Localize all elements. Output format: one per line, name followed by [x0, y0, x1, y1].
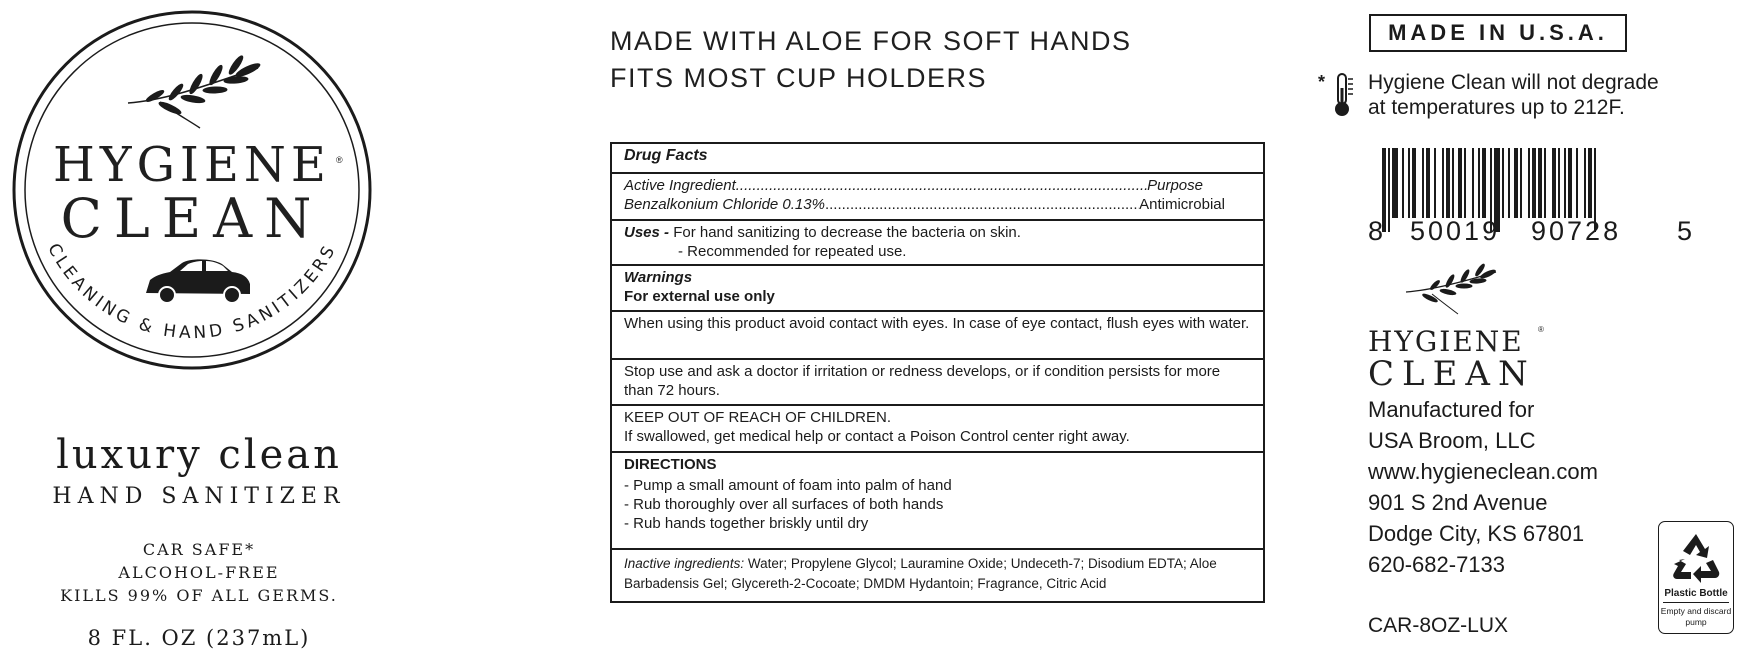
barcode-bar: [1392, 148, 1398, 218]
manufacturer-line: Manufactured for: [1368, 397, 1535, 422]
brand-name-line1: HYGIENE: [53, 137, 331, 193]
warnings-title: Warnings: [624, 269, 693, 286]
barcode-bar: [1464, 148, 1466, 218]
leaf-sprig-icon: [1402, 262, 1500, 320]
leaf-sprig-icon: [128, 54, 261, 128]
barcode-digit-system: 8: [1368, 216, 1387, 246]
stop-use-section: [612, 360, 1263, 406]
active-ingredient-label: Active Ingredient: [624, 177, 736, 194]
keep-out-title: KEEP OUT OF REACH OF CHILDREN.: [624, 409, 891, 426]
back-brand-name-line1: HYGIENE: [1368, 325, 1524, 358]
manufacturer-website: www.hygieneclean.com: [1368, 459, 1598, 484]
barcode-bar: [1552, 148, 1556, 218]
when-using-section: [612, 312, 1263, 360]
barcode-digit-check: 5: [1677, 216, 1696, 246]
drug-facts-title: Drug Facts: [624, 147, 708, 164]
temperature-note-text: Hygiene Clean will not degrade at temperatures up to 212F.: [1368, 71, 1659, 119]
made-in-usa-badge: MADE IN U.S.A.: [1369, 14, 1627, 52]
barcode-bar: [1434, 148, 1436, 218]
barcode-bar: [1514, 148, 1518, 218]
directions-title: DIRECTIONS: [624, 456, 717, 473]
barcode-bar: [1532, 148, 1536, 218]
direction-step: - Rub hands together briskly until dry: [624, 515, 869, 532]
inactive-ingredients-text: Water; Propylene Glycol; Lauramine Oxide; Undeceth-7; Disodium EDTA; Aloe Barbadensis Gel; Glycereth-2-Cocoate; DMDM Hydantoin; Fragrance, Citric Acid: [624, 556, 1217, 591]
direction-step: - Rub thoroughly over all surfaces of both hands: [624, 496, 944, 513]
product-name: luxury clean: [56, 432, 342, 478]
barcode-bar: [1472, 148, 1474, 218]
warnings-section: [612, 266, 1263, 312]
keep-out-section: [612, 406, 1263, 453]
barcode-bar: [1538, 148, 1542, 218]
barcode-bar: [1508, 148, 1510, 218]
uses-text-2: - Recommended for repeated use.: [678, 243, 907, 260]
trademark-symbol: ®: [336, 155, 343, 165]
barcode-bar: [1588, 148, 1592, 218]
manufacturer-city: Dodge City, KS 67801: [1368, 521, 1585, 546]
when-using-text: When using this product avoid contact with eyes. In case of eye contact, flush eyes with water.: [624, 315, 1250, 332]
barcode-bar: [1388, 148, 1390, 232]
asterisk-mark: *: [1318, 72, 1326, 92]
uses-section: [612, 221, 1263, 266]
barcode-bar: [1446, 148, 1450, 218]
barcode-bar: [1478, 148, 1480, 218]
barcode-bar: [1576, 148, 1578, 218]
active-ingredient-section: [612, 174, 1263, 221]
recycle-badge: [1658, 521, 1734, 634]
manufacturer-info: [1368, 394, 1598, 580]
drug-facts-title-section: [612, 144, 1263, 174]
recycle-icon: [1671, 530, 1721, 584]
claim-alcohol-free: ALCOHOL-FREE: [118, 563, 280, 582]
stop-use-text: Stop use and ask a doctor if irritation or redness develops, or if condition persists for more than 72 hours.: [624, 363, 1221, 399]
uses-label: Uses -: [624, 224, 670, 241]
thermometer-icon: [1330, 72, 1356, 118]
barcode-bar: [1558, 148, 1560, 218]
barcode-bar: [1528, 148, 1530, 218]
barcode-bar: [1402, 148, 1404, 218]
purpose-label: Purpose: [1147, 177, 1203, 194]
back-trademark-symbol: ®: [1538, 325, 1544, 334]
barcode-bar: [1520, 148, 1522, 218]
claim-kills-germs: KILLS 99% OF ALL GERMS.: [60, 586, 338, 605]
claim-car-safe: CAR SAFE*: [142, 540, 256, 559]
keep-out-text: If swallowed, get medical help or contact a Poison Control center right away.: [624, 428, 1130, 445]
barcode-bar: [1544, 148, 1546, 218]
divider: [1663, 602, 1729, 603]
manufacturer-company: USA Broom, LLC: [1368, 428, 1536, 453]
barcode-bar: [1442, 148, 1444, 218]
purpose-value: Antimicrobial: [1139, 196, 1225, 213]
inactive-ingredients-label: Inactive ingredients:: [624, 556, 745, 571]
recycle-label: Plastic Bottle: [1664, 588, 1728, 599]
directions-section: [612, 453, 1263, 550]
manufacturer-phone: 620-682-7133: [1368, 552, 1506, 577]
barcode-bar: [1564, 148, 1566, 218]
seal-arc-text: CLEANING & HAND SANITIZERS: [43, 240, 341, 344]
car-icon: [146, 259, 250, 303]
active-ingredient-value: Benzalkonium Chloride 0.13%: [624, 196, 825, 213]
back-brand-name-line2: CLEAN: [1368, 354, 1536, 394]
product-type: HAND SANITIZER: [52, 484, 346, 509]
brand-name-line2: CLEAN: [60, 187, 324, 250]
barcode-bar: [1422, 148, 1424, 218]
product-code: CAR-8OZ-LUX: [1368, 614, 1509, 637]
barcode-bar: [1568, 148, 1572, 218]
inactive-ingredients-section: [612, 550, 1263, 597]
barcode-bar: [1482, 148, 1486, 218]
warnings-subtitle: For external use only: [624, 288, 775, 305]
uses-text-1: For hand sanitizing to decrease the bacteria on skin.: [673, 224, 1021, 241]
headline-aloe: MADE WITH ALOE FOR SOFT HANDS: [610, 26, 1132, 56]
barcode-bar: [1426, 148, 1430, 218]
barcode-bar: [1408, 148, 1410, 218]
barcode-bar: [1584, 148, 1586, 218]
barcode-bar: [1452, 148, 1454, 218]
barcode-digits-right: 90728: [1531, 216, 1622, 246]
barcode-bar: [1502, 148, 1504, 218]
net-volume: 8 FL. OZ (237mL): [87, 626, 311, 650]
direction-step: - Pump a small amount of foam into palm of hand: [624, 477, 952, 494]
product-claims: [0, 538, 398, 607]
barcode-bar: [1458, 148, 1462, 218]
drug-facts-box: [610, 142, 1265, 603]
barcode-bar: [1412, 148, 1416, 218]
recycle-note: Empty and discard pump: [1660, 606, 1732, 627]
manufacturer-street: 901 S 2nd Avenue: [1368, 490, 1548, 515]
barcode-digits-left: 50019: [1410, 216, 1501, 246]
headline-cup-holders: FITS MOST CUP HOLDERS: [610, 63, 988, 93]
